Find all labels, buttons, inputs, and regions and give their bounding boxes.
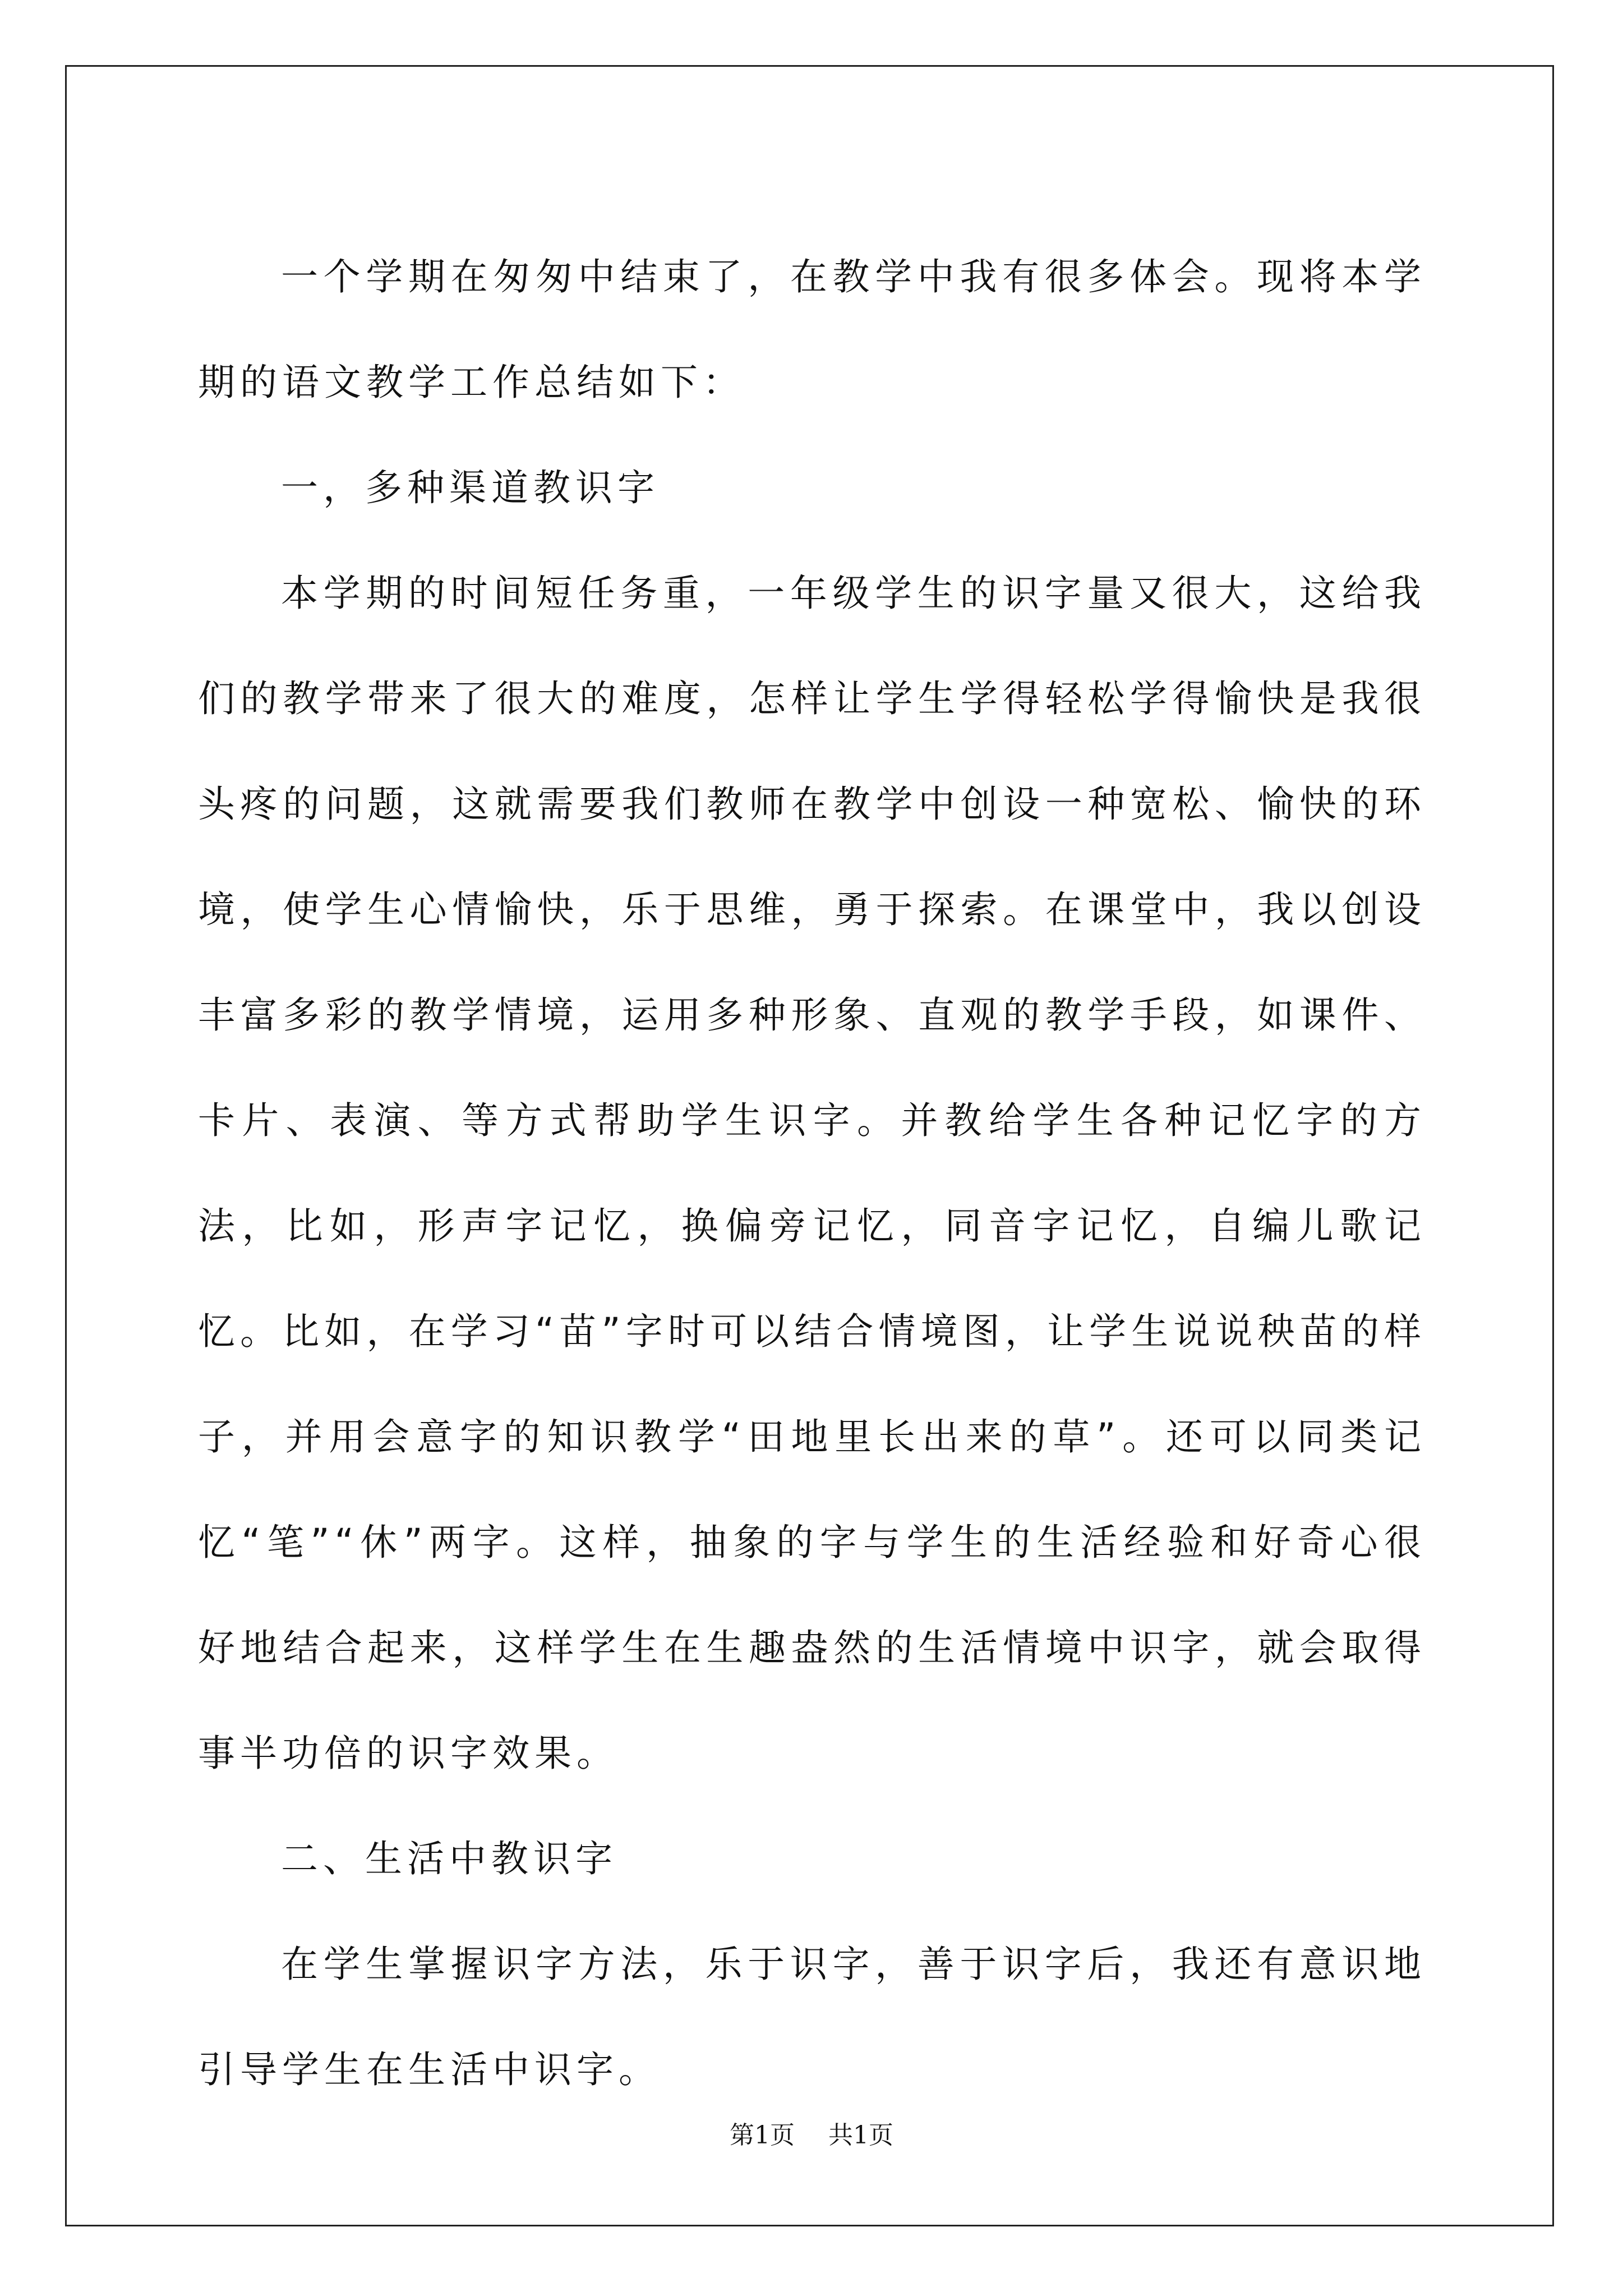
- document-body: [198, 224, 1426, 2123]
- section-paragraph-1: 本学期的时间短任务重，一年级学生的识字量又很大，这给我们的教学带来了很大的难度，怎样让学生学得轻松学得愉快是我很头疼的问题，这就需要我们教师在教学中创设一种宽松、愉快的环境，使学生心情愉快，乐于思维，勇于探索。在课堂中，我以创设丰富多彩的教学情境，运用多种形象、直观的教学手段，如课件、卡片、表演、等方式帮助学生识字。并教给学生各种记忆字的方法，比如，形声字记忆，换偏旁记忆，同音字记忆，自编儿歌记忆。比如，在学习“苗”字时可以结合情境图，让学生说说秧苗的样子，并用会意字的知识教学“田地里长出来的草”。还可以同类记忆“笔”“休”两字。这样，抽象的字与学生的生活经验和好奇心很好地结合起来，这样学生在生趣盎然的生活情境中识字，就会取得事半功倍的识字效果。: [198, 572, 1426, 1775]
- section-heading-1: 一，多种渠道教识字: [281, 466, 660, 509]
- section-heading-2: 二、生活中教识字: [281, 1837, 617, 1880]
- page-footer: [0, 2115, 1623, 2151]
- page-number: 第1页: [730, 2121, 795, 2150]
- intro-paragraph: 一个学期在匆匆中结束了，在教学中我有很多体会。现将本学期的语文教学工作总结如下：: [198, 255, 1426, 404]
- section-paragraph-2: 在学生掌握识字方法，乐于识字，善于识字后，我还有意识地引导学生在生活中识字。: [198, 1943, 1426, 2091]
- page-total: 共1页: [828, 2121, 893, 2150]
